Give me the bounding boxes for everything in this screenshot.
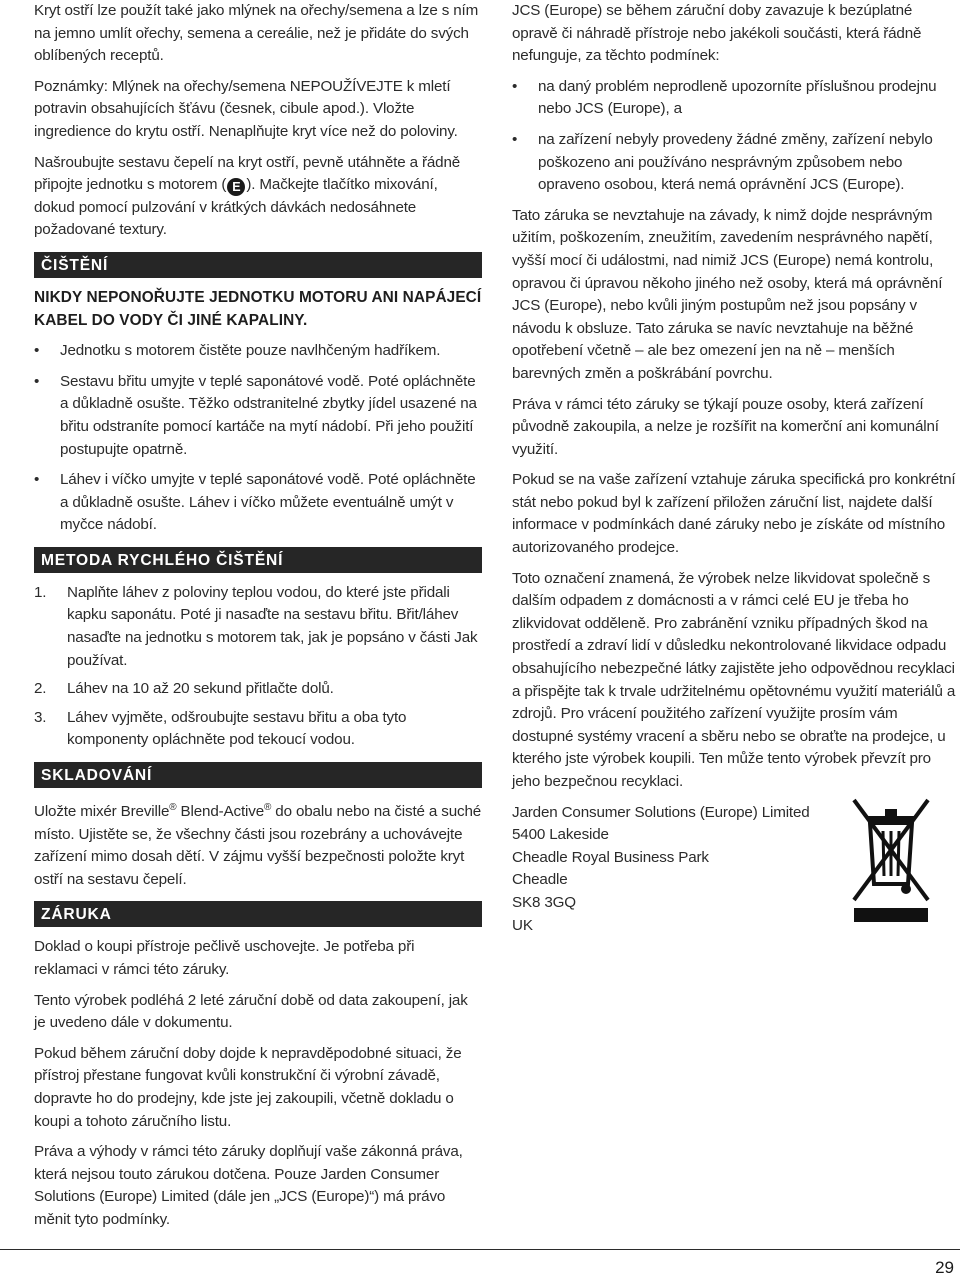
page-number: 29	[935, 1258, 954, 1277]
registered-mark: ®	[169, 802, 177, 814]
cleaning-heading: ČIŠTĚNÍ	[34, 252, 482, 278]
step-number: 1.	[34, 583, 47, 601]
quick-cleaning-heading: METODA RYCHLÉHO ČIŠTĚNÍ	[34, 547, 482, 573]
cleaning-list	[34, 340, 482, 537]
warranty-paragraph: Doklad o koupi přístroje pečlivě uschovejte. Je potřeba při reklamaci v rámci této záruky.	[34, 938, 415, 979]
country-warranty: Pokud se na vaše zařízení vztahuje záruka specifická pro konkrétní stát nebo pokud byl k zařízení přiložen záruční list, najdete další informace v podmínkách dané záruky nebo je získáte od místního autorizovaného prodejce.	[512, 471, 956, 557]
list-item	[34, 582, 482, 672]
nut-grinder-notes: Poznámky: Mlýnek na ořechy/semena NEPOUŽÍVEJTE k mletí potravin obsahujících šťávu (česnek, cibule apod.). Vložte ingredience do krytu ostří. Nenaplňujte kryt více než do poloviny.	[34, 77, 458, 140]
quick-cleaning-steps	[34, 582, 482, 752]
storage-text-c: do obalu nebo na čisté a suché místo. Ujistěte se, že všechny části jsou rozebrány a uchovávejte zařízení mimo dosah dětí. V zájmu vyšší bezpečnosti položte kryt ostří na sestavu čepelí.	[34, 803, 482, 888]
storage-text	[34, 797, 482, 891]
instructions-part-a: Našroubujte sestavu čepelí na kryt ostří, pevně utáhněte a řádně připojte jednotku s motorem (	[34, 153, 461, 194]
warranty-conditions	[512, 76, 956, 197]
list-item: • na zařízení nebyly provedeny žádné změny, zařízení nebylo poškozeno ani používáno nesprávným způsobem nebo opraveno osobou, která nemá oprávnění JCS (Europe).	[512, 129, 956, 197]
storage-text-a: Uložte mixér Breville	[34, 803, 170, 821]
step-text: Naplňte láhev z poloviny teplou vodou, do které jste přidali kapku saponátu. Poté ji nasaďte na sestavu břitu. Břit/láhev nasaďte na jednotku s motorem tak, jak je popsáno v části Jak používat.	[67, 583, 478, 669]
warranty-paragraph: Práva a výhody v rámci této záruky doplňují vaše zákonná práva, která nejsou touto zárukou dotčena. Pouze Jarden Consumer Solutions (Europe) Limited (dále jen „JCS (Europe)“) má právo měnit tyto podmínky.	[34, 1143, 463, 1228]
list-item: • Jednotku s motorem čistěte pouze navlhčeným hadříkem.	[34, 340, 482, 363]
warranty-paragraph: Tento výrobek podléhá 2 leté záruční době od data zakoupení, jak je uvedeno dále v dokumentu.	[34, 991, 468, 1032]
step-text: Láhev na 10 až 20 sekund přitlačte dolů.	[67, 680, 334, 698]
address-line: 5400 Lakeside	[512, 826, 609, 844]
warranty-heading: ZÁRUKA	[34, 901, 482, 927]
warranty-intro: JCS (Europe) se během záruční doby zavazuje k bezúplatné opravě či náhradě přístroje nebo jakékoli součásti, která řádně nefunguje, za těchto podmínek:	[512, 2, 922, 65]
storage-heading: SKLADOVÁNÍ	[34, 762, 482, 788]
left-column	[34, 0, 482, 1240]
instructions-part-b: ). Mačkejte tlačítko mixování, dokud pomocí pulzování v krátkých dávkách nedosáhnete požadované textury.	[34, 176, 438, 239]
address-line: Jarden Consumer Solutions (Europe) Limited	[512, 803, 810, 821]
step-number: 3.	[34, 708, 47, 726]
nut-grinder-instructions	[34, 152, 482, 242]
address-line: Cheadle	[512, 871, 568, 889]
step-e-icon: E	[227, 178, 245, 196]
address-line: Cheadle Royal Business Park	[512, 848, 709, 866]
storage-text-b: Blend-Active	[176, 803, 265, 821]
crossed-out-wheelie-bin-icon	[850, 796, 932, 924]
warranty-exclusions: Tato záruka se nevztahuje na závady, k nimž dojde nesprávným užitím, poškozením, zneužitím, zavedením nesprávného napětí, vyšší mocí či událostmi, nad nimiž JCS (Europe) nemá kontrolu, opravou či úpravou někoho jiného než osoby, která má oprávnění JCS (Europe), nebo kvůli jiným postupům než jsou popsány v návodu k obsluze. Tato záruka se navíc nevztahuje na běžné opotřebení včetně – ale bez omezení jen na ně – menších barevných změn a poškrábání povrchu.	[512, 206, 943, 382]
step-text: Láhev vyjměte, odšroubujte sestavu břitu a oba tyto komponenty opláchněte pod tekoucí vodou.	[67, 708, 407, 749]
footer-rule	[0, 1249, 960, 1250]
list-item: • Sestavu břitu umyjte v teplé saponátové vodě. Poté opláchněte a důkladně osušte. Těžko odstranitelné zbytky jídel usazené na břitu odstraníte pomocí kartáče na mytí nádobí. Při jeho použití postupujte opatrně.	[34, 371, 482, 461]
cleaning-warning: NIKDY NEPONOŘUJTE JEDNOTKU MOTORU ANI NAPÁJECÍ KABEL DO VODY ČI JINÉ KAPALINY.	[34, 288, 482, 329]
address-line: UK	[512, 916, 533, 934]
list-item	[34, 678, 482, 701]
address-line: SK8 3GQ	[512, 893, 576, 911]
disposal-notice: Toto označení znamená, že výrobek nelze likvidovat společně s dalším odpadem z domácnosti a v rámci celé EU je třeba ho zlikvidovat odděleně. Pro zabránění vzniku případných škod na prostředí a zdraví lidí v důsledku nekontrolované likvidace odpadu obsahujícího nebezpečné látky zajistěte jeho odpovědnou recyklaci a přispějte tak k trvale udržitelnému opětovnému využití materiálů a zdrojů. Pro vrácení použitého zařízení využijte prosím vám dostupné systémy vracení a sběru nebo se obraťte na prodejce, u kterého jste výrobek koupili. Ten může tento výrobek převzít pro jeho bezpečnou recyklaci.	[512, 569, 956, 790]
step-number: 2.	[34, 680, 47, 698]
warranty-rights: Práva v rámci této záruky se týkají pouze osoby, která zařízení původně zakoupila, a nelze je rozšířit na komerční ani komunální využití.	[512, 395, 939, 458]
list-item	[34, 707, 482, 752]
nut-grinder-intro: Kryt ostří lze použít také jako mlýnek na ořechy/semena a lze s ním na jemno umlít ořechy, semena a cereálie, než je přidáte do svých oblíbených receptů.	[34, 2, 479, 65]
list-item: • na daný problém neprodleně upozorníte příslušnou prodejnu nebo JCS (Europe), a	[512, 76, 956, 121]
registered-mark: ®	[264, 802, 272, 814]
warranty-paragraph: Pokud během záruční doby dojde k nepravděpodobné situaci, že přístroj přestane fungovat kvůli konstrukční či výrobní závadě, dopravte ho do prodejny, kde jste jej zakoupili, včetně dokladu o koupi a tohoto záručního listu.	[34, 1044, 462, 1130]
list-item: • Láhev i víčko umyjte v teplé saponátové vodě. Poté opláchněte a důkladně osušte. Láhev i víčko můžete eventuálně umýt v myčce nádobí.	[34, 469, 482, 537]
